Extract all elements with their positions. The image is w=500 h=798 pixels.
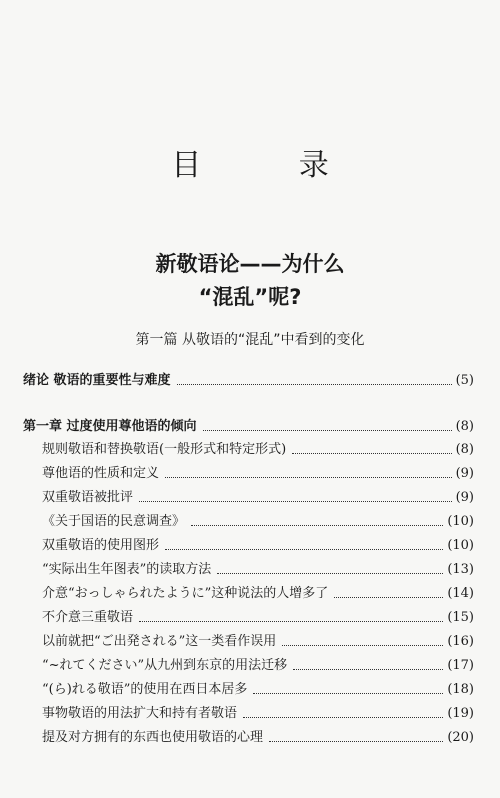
- toc-entry-label: 双重敬语的使用图形: [42, 538, 160, 553]
- toc-entry-section[interactable]: [42, 680, 474, 699]
- dot-leader: [165, 476, 452, 478]
- dot-leader: [139, 500, 452, 502]
- toc-entry-section[interactable]: [42, 536, 474, 555]
- toc-entry-label: 以前就把“ご出発される”这一类看作误用: [42, 634, 277, 649]
- toc-entry-page: (13): [447, 562, 474, 577]
- toc-entry-section[interactable]: [42, 440, 474, 459]
- dot-leader: [292, 452, 451, 454]
- toc-entry-page: (14): [447, 586, 474, 601]
- toc-entry-label: 尊他语的性质和定义: [42, 466, 160, 481]
- toc-entry-page: (19): [447, 706, 474, 721]
- toc-entry-label: 不介意三重敬语: [42, 610, 134, 625]
- toc-entry-page: (20): [447, 730, 474, 745]
- toc-entry-section[interactable]: [42, 512, 474, 531]
- toc-entry-page: (16): [447, 634, 474, 649]
- toc-entry-page: (8): [455, 442, 474, 457]
- dot-leader: [139, 620, 443, 622]
- toc-entry-label: “实际出生年图表”的读取方法: [42, 562, 212, 577]
- toc-entry-section[interactable]: [42, 632, 474, 651]
- toc-entry-page: (17): [447, 658, 474, 673]
- page-title: 目 录: [171, 148, 373, 183]
- book-title-line-1: 新敬语论——为什么: [155, 252, 345, 276]
- dot-leader: [243, 716, 443, 718]
- dot-leader: [203, 429, 452, 431]
- toc-entry-page: (18): [447, 682, 474, 697]
- toc-entry-label: 介意“おっしゃられたように”这种说法的人增多了: [42, 586, 329, 601]
- toc-entry-page: (5): [455, 373, 474, 388]
- book-title-line-2: “混乱”呢?: [198, 285, 302, 309]
- toc-entry-label: “~れてください”从九州到东京的用法迁移: [42, 658, 288, 673]
- toc-entry-label: 第一章 过度使用尊他语的倾向: [23, 419, 197, 434]
- toc-entry-section[interactable]: [42, 584, 474, 603]
- dot-leader: [269, 740, 443, 742]
- toc-entry-section[interactable]: [42, 704, 474, 723]
- dot-leader: [177, 383, 452, 385]
- dot-leader: [217, 572, 443, 574]
- toc-entry-label: 规则敬语和替换敬语(一般形式和特定形式): [42, 442, 287, 457]
- dot-leader: [253, 692, 443, 694]
- dot-leader: [334, 596, 443, 598]
- toc-entry-section[interactable]: [42, 488, 474, 507]
- toc-entry-page: (9): [455, 490, 474, 505]
- toc-entry-intro[interactable]: [23, 371, 474, 390]
- toc-entry-chapter-1[interactable]: [23, 417, 474, 436]
- dot-leader: [293, 668, 443, 670]
- toc-entry-label: “(ら)れる敬语”的使用在西日本居多: [42, 682, 248, 697]
- part-heading: 第一篇 从敬语的“混乱”中看到的变化: [135, 332, 365, 348]
- toc-entry-label: 《关于国语的民意调查》: [42, 514, 186, 529]
- toc-entry-page: (9): [455, 466, 474, 481]
- toc-entry-label: 双重敬语被批评: [42, 490, 134, 505]
- dot-leader: [165, 548, 443, 550]
- toc-entry-label: 事物敬语的用法扩大和持有者敬语: [42, 706, 238, 721]
- toc-entry-section[interactable]: [42, 728, 474, 747]
- dot-leader: [191, 524, 443, 526]
- toc-entry-label: 提及对方拥有的东西也使用敬语的心理: [42, 730, 264, 745]
- toc-entry-section[interactable]: [42, 464, 474, 483]
- toc-entry-section[interactable]: [42, 560, 474, 579]
- toc-entry-section[interactable]: [42, 608, 474, 627]
- toc-entry-page: (10): [447, 514, 474, 529]
- toc-entry-label: 绪论 敬语的重要性与难度: [23, 373, 171, 388]
- toc-entry-page: (15): [447, 610, 474, 625]
- dot-leader: [282, 644, 443, 646]
- toc-entry-page: (8): [455, 419, 474, 434]
- toc-entry-page: (10): [447, 538, 474, 553]
- toc-entry-section[interactable]: [42, 656, 474, 675]
